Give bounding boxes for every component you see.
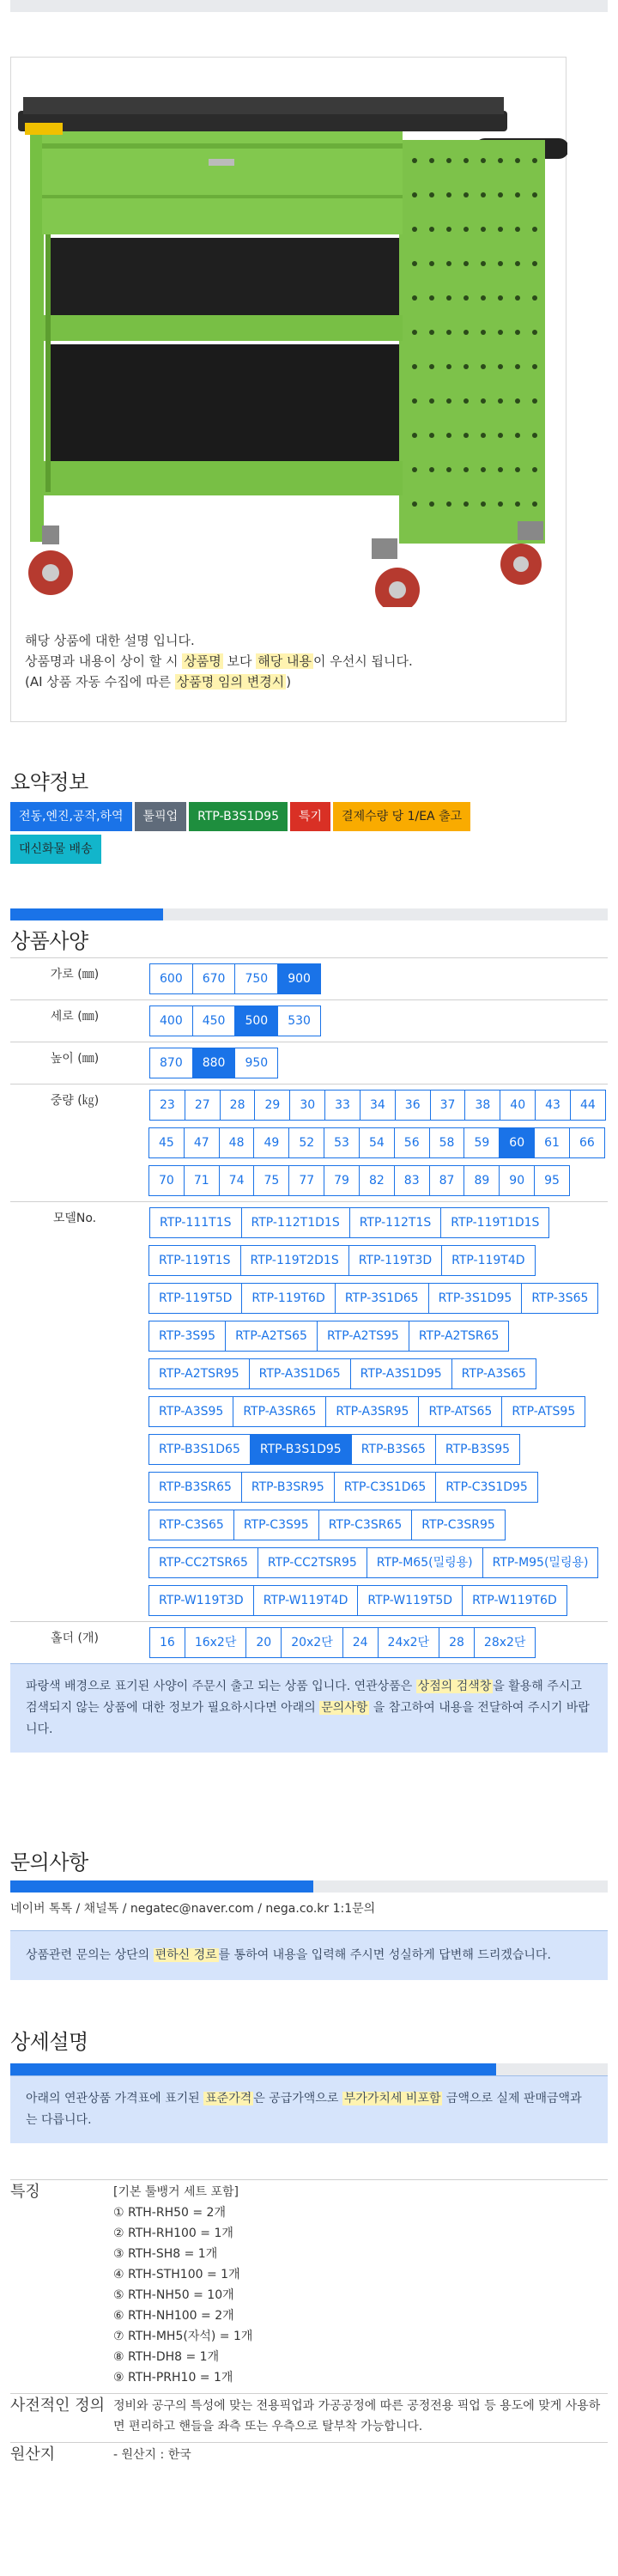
desc-highlight: 해당 내용: [258, 653, 312, 669]
detail-line: ⑨ RTH-PRH10 = 1개: [113, 2371, 233, 2385]
desc-text: 상품명과 내용이 상이 할 시: [25, 653, 183, 669]
spec-option-button[interactable]: 40: [500, 1090, 536, 1121]
spec-option-button[interactable]: RTP-B3SR65: [148, 1472, 242, 1503]
summary-tag: 전동,엔진,공작,하역: [10, 802, 132, 831]
spec-option-button[interactable]: 670: [192, 963, 236, 994]
spec-label: 홀더 (개): [10, 1622, 139, 1664]
spec-option-button[interactable]: RTP-C3S95: [233, 1510, 319, 1540]
spec-option-button[interactable]: 45: [148, 1127, 185, 1158]
detail-line: [기본 툴뱅거 세트 포함]: [113, 2185, 239, 2199]
detail-note: [10, 2075, 608, 2143]
spec-option-button[interactable]: RTP-119T4D: [441, 1245, 535, 1276]
summary-tag: 결제수량 당 1/EA 출고: [333, 802, 470, 831]
product-image-card: [10, 57, 566, 722]
detail-line: ⑧ RTH-DH8 = 1개: [113, 2350, 220, 2364]
spec-option-button[interactable]: 54: [359, 1127, 395, 1158]
spec-option-button[interactable]: RTP-119T6D: [241, 1283, 335, 1314]
spec-option-button[interactable]: 400: [149, 1005, 193, 1036]
spec-option-button[interactable]: 74: [219, 1165, 255, 1196]
spec-option-button[interactable]: 600: [149, 963, 193, 994]
summary-tag: RTP-B3S1D95: [189, 802, 288, 831]
spec-option-button[interactable]: RTP-3S1D95: [428, 1283, 523, 1314]
spec-row: [10, 1042, 608, 1084]
spec-options: [139, 1042, 608, 1084]
spec-option-button[interactable]: 16: [149, 1627, 185, 1658]
detail-line: ① RTH-RH50 = 2개: [113, 2206, 226, 2220]
inquiry-divider-bar: [10, 1880, 608, 1893]
spec-option-button[interactable]: RTP-C3S65: [148, 1510, 234, 1540]
spec-option-button[interactable]: RTP-A3S1D65: [249, 1358, 351, 1389]
spec-label: 높이 (㎜): [10, 1042, 139, 1084]
spec-row: [10, 958, 608, 1000]
detail-line: ⑥ RTH-NH100 = 2개: [113, 2309, 234, 2323]
tool-cart-image: [11, 58, 567, 607]
detail-divider-bar: [10, 2063, 608, 2075]
detail-value: [113, 2443, 608, 2471]
spec-option-button[interactable]: RTP-W119T6D: [462, 1585, 567, 1616]
spec-option-button[interactable]: 79: [324, 1165, 360, 1196]
note-highlight: 편하신 경로: [154, 1948, 217, 1962]
spec-option-button[interactable]: 36: [395, 1090, 431, 1121]
spec-option-button[interactable]: RTP-W119T3D: [148, 1585, 254, 1616]
spec-option-button[interactable]: 33: [324, 1090, 360, 1121]
detail-row: [10, 2180, 608, 2394]
note-highlight: 문의사항: [321, 1701, 368, 1715]
note-text: 금액으로 실제 판매금액과는 다릅니다.: [26, 2092, 582, 2127]
desc-line-1: 해당 상품에 대한 설명 입니다.: [25, 633, 195, 648]
spec-option-button[interactable]: 870: [149, 1048, 193, 1078]
spec-option-button[interactable]: RTP-3S65: [521, 1283, 598, 1314]
spec-option-button[interactable]: RTP-3S95: [148, 1321, 226, 1352]
spec-option-button[interactable]: RTP-A2TS95: [317, 1321, 409, 1352]
spec-row: [10, 1622, 608, 1664]
spec-option-button[interactable]: RTP-B3S95: [435, 1434, 520, 1465]
spec-option-button[interactable]: RTP-119T1S: [148, 1245, 241, 1276]
note-highlight: 표준가격: [205, 2092, 252, 2105]
spec-option-button[interactable]: 450: [192, 1005, 236, 1036]
spec-option-button[interactable]: 89: [464, 1165, 500, 1196]
spec-label: 세로 (㎜): [10, 1000, 139, 1042]
spec-row: [10, 1202, 608, 1622]
spec-option-button[interactable]: RTP-A2TS65: [225, 1321, 318, 1352]
detail-line: ⑦ RTH-MH5(자석) = 1개: [113, 2330, 253, 2343]
detail-line: ⑤ RTH-NH50 = 10개: [113, 2288, 234, 2302]
detail-row: [10, 2443, 608, 2471]
option-group: [149, 1005, 608, 1036]
detail-line: ③ RTH-SH8 = 1개: [113, 2247, 218, 2261]
spec-option-button[interactable]: 75: [253, 1165, 289, 1196]
spec-table: [10, 957, 608, 1663]
spec-option-button[interactable]: RTP-M65(밀링용): [367, 1547, 483, 1578]
summary-title: 요약정보: [10, 770, 88, 794]
spec-option-button[interactable]: RTP-A2TSR95: [148, 1358, 250, 1389]
spec-label: 가로 (㎜): [10, 958, 139, 1000]
detail-line: - 원산지 : 한국: [113, 2448, 191, 2462]
desc-text: 이 우선시 됩니다.: [312, 653, 413, 669]
spec-option-button[interactable]: 28: [220, 1090, 256, 1121]
note-text: 은 공급가액으로: [253, 2092, 342, 2105]
spec-option-button[interactable]: 34: [360, 1090, 396, 1121]
spec-option-button[interactable]: 48: [219, 1127, 255, 1158]
spec-option-button[interactable]: 16x2단: [185, 1627, 247, 1658]
spec-option-button[interactable]: RTP-A3S1D95: [350, 1358, 452, 1389]
spec-option-button[interactable]: 53: [324, 1127, 360, 1158]
spec-option-button[interactable]: 52: [288, 1127, 324, 1158]
summary-tag: 툴픽업: [135, 802, 187, 831]
spec-option-button[interactable]: RTP-CC2TSR65: [148, 1547, 258, 1578]
spec-option-button[interactable]: 20x2단: [281, 1627, 343, 1658]
spec-option-button[interactable]: 70: [148, 1165, 185, 1196]
spec-option-button[interactable]: RTP-B3S65: [351, 1434, 436, 1465]
contact-channels: 네이버 톡톡 / 채널톡 / negatec@naver.com / nega.co.kr 1:1문의: [10, 1902, 376, 1916]
spec-option-button[interactable]: RTP-119T1D1S: [440, 1207, 549, 1238]
desc-highlight: 상품명 임의 변경시: [176, 674, 285, 690]
spec-option-button[interactable]: RTP-119T5D: [148, 1283, 242, 1314]
spec-option-button[interactable]: RTP-ATS65: [418, 1396, 502, 1427]
spec-option-button[interactable]: RTP-C3S1D65: [334, 1472, 437, 1503]
spec-option-button[interactable]: 28x2단: [474, 1627, 536, 1658]
detail-row: [10, 2394, 608, 2443]
spec-options: [139, 958, 608, 1000]
spec-option-button[interactable]: RTP-A2TSR65: [409, 1321, 510, 1352]
spec-option-button[interactable]: 82: [359, 1165, 395, 1196]
spec-option-button[interactable]: 66: [569, 1127, 605, 1158]
image-description: [25, 630, 413, 692]
spec-option-button[interactable]: 49: [253, 1127, 289, 1158]
spec-option-button[interactable]: 950: [234, 1048, 278, 1078]
spec-option-button[interactable]: RTP-B3S1D65: [148, 1434, 251, 1465]
spec-option-button[interactable]: RTP-ATS95: [501, 1396, 585, 1427]
note-text: 아래의 연관상품 가격표에 표기된: [26, 2092, 204, 2105]
note-text: 을 참고하여 내용을 전달하여 주시기 바랍니다.: [26, 1701, 590, 1736]
summary-tag: 대신화물 배송: [10, 835, 101, 864]
spec-option-button[interactable]: 500: [234, 1005, 278, 1036]
spec-option-button[interactable]: 23: [149, 1090, 185, 1121]
detail-line: ② RTH-RH100 = 1개: [113, 2227, 233, 2240]
note-highlight: 부가가치세 비포함: [343, 2092, 441, 2105]
spec-option-button[interactable]: RTP-111T1S: [149, 1207, 242, 1238]
spec-option-button[interactable]: 61: [534, 1127, 570, 1158]
spec-options: [139, 1000, 608, 1042]
spec-option-button[interactable]: 43: [535, 1090, 571, 1121]
spec-option-button[interactable]: 90: [499, 1165, 535, 1196]
spec-option-button[interactable]: RTP-A3SR65: [233, 1396, 326, 1427]
spec-option-button[interactable]: RTP-C3SR95: [411, 1510, 506, 1540]
note-highlight: 상점의 검색창: [417, 1680, 492, 1693]
spec-option-button[interactable]: 24: [342, 1627, 379, 1658]
note-text: 파랑색 배경으로 표기된 사양이 주문시 출고 되는 상품 입니다. 연관상품은: [26, 1680, 416, 1693]
spec-option-button[interactable]: 77: [288, 1165, 324, 1196]
spec-option-button[interactable]: 38: [464, 1090, 500, 1121]
desc-highlight: 상품명: [184, 653, 221, 669]
spec-option-button[interactable]: RTP-W119T4D: [253, 1585, 359, 1616]
spec-row: [10, 1084, 608, 1202]
spec-option-button[interactable]: 20: [245, 1627, 282, 1658]
desc-line-3: [25, 671, 413, 692]
spec-option-button[interactable]: RTP-W119T5D: [357, 1585, 463, 1616]
spec-option-button[interactable]: 24x2단: [378, 1627, 440, 1658]
note-text: 를 통하여 내용을 입력해 주시면 성실하게 답변해 드리겠습니다.: [218, 1948, 551, 1962]
spec-option-button[interactable]: RTP-C3S1D95: [435, 1472, 538, 1503]
detail-value: [113, 2394, 608, 2443]
desc-text: ): [286, 674, 292, 690]
note-text: 상품관련 문의는 상단의: [26, 1948, 154, 1962]
spec-option-button[interactable]: RTP-M95(밀링용): [482, 1547, 599, 1578]
spec-option-button[interactable]: 880: [192, 1048, 236, 1078]
detail-value: [113, 2180, 608, 2394]
spec-option-button[interactable]: 83: [394, 1165, 430, 1196]
spec-title: 상품사양: [10, 929, 88, 953]
spec-option-button[interactable]: 87: [429, 1165, 465, 1196]
option-group: [149, 963, 608, 994]
option-group: [149, 1090, 608, 1196]
spec-option-button[interactable]: 44: [570, 1090, 606, 1121]
detail-key: 특징: [10, 2180, 113, 2394]
desc-text: (AI 상품 자동 수집에 따른: [25, 674, 175, 690]
inquiry-title: 문의사항: [10, 1850, 88, 1874]
spec-option-button[interactable]: RTP-B3S1D95: [250, 1434, 352, 1465]
spec-option-button[interactable]: RTP-A3S95: [148, 1396, 233, 1427]
spec-option-button[interactable]: RTP-C3SR65: [318, 1510, 413, 1540]
detail-title: 상세설명: [10, 2030, 88, 2054]
spec-option-button[interactable]: 71: [184, 1165, 220, 1196]
spec-row: [10, 1000, 608, 1042]
spec-option-button[interactable]: RTP-A3S65: [451, 1358, 536, 1389]
spec-option-button[interactable]: 28: [439, 1627, 475, 1658]
detail-key: 사전적인 정의: [10, 2394, 113, 2443]
desc-line-2: [25, 651, 413, 671]
spec-option-button[interactable]: 27: [185, 1090, 221, 1121]
spec-option-button[interactable]: 47: [184, 1127, 220, 1158]
option-group: [149, 1627, 608, 1658]
summary-tags: [10, 802, 560, 864]
spec-divider-bar: [10, 908, 608, 920]
spec-option-button[interactable]: RTP-3S1D65: [335, 1283, 429, 1314]
spec-option-button[interactable]: 30: [289, 1090, 325, 1121]
spec-option-button[interactable]: 37: [430, 1090, 466, 1121]
spec-option-button[interactable]: RTP-CC2TSR95: [258, 1547, 367, 1578]
spec-option-button[interactable]: 60: [499, 1127, 535, 1158]
spec-label: 중량 (㎏): [10, 1084, 139, 1202]
desc-text: 보다: [222, 653, 257, 669]
spec-option-button[interactable]: 56: [394, 1127, 430, 1158]
spec-option-button[interactable]: 95: [534, 1165, 570, 1196]
spec-option-button[interactable]: RTP-119T3D: [348, 1245, 442, 1276]
spec-note: [10, 1663, 608, 1753]
spec-options: [139, 1622, 608, 1664]
spec-option-button[interactable]: 750: [234, 963, 278, 994]
spec-options: [139, 1084, 608, 1202]
detail-line: 정비와 공구의 특성에 맞는 전용픽업과 가공공정에 따른 공정전용 픽업 등 용도에 맞게 사용하면 편리하고 핸들을 좌측 또는 우측으로 탈부착 가능합니다.: [113, 2399, 601, 2433]
spec-option-button[interactable]: RTP-119T2D1S: [240, 1245, 349, 1276]
spec-option-button[interactable]: RTP-A3SR95: [325, 1396, 419, 1427]
detail-key: 원산지: [10, 2443, 113, 2471]
spec-options: [139, 1202, 608, 1622]
spec-option-button[interactable]: RTP-112T1D1S: [241, 1207, 350, 1238]
spec-option-button[interactable]: 29: [254, 1090, 290, 1121]
detail-line: ④ RTH-STH100 = 1개: [113, 2268, 240, 2281]
option-group: [149, 1048, 608, 1078]
inquiry-note: [10, 1930, 608, 1980]
note-text: 을 활용해 주시고 검색되지 않는 상품에 대한 정보가 필요하시다면 아래의: [26, 1680, 582, 1715]
summary-tag: 특기: [290, 802, 330, 831]
spec-option-button[interactable]: 530: [277, 1005, 321, 1036]
spec-option-button[interactable]: RTP-B3SR95: [241, 1472, 335, 1503]
top-divider-bar: [10, 0, 608, 12]
detail-table: [10, 2179, 608, 2470]
spec-label: 모델No.: [10, 1202, 139, 1622]
spec-option-button[interactable]: 58: [429, 1127, 465, 1158]
spec-option-button[interactable]: 900: [277, 963, 321, 994]
spec-option-button[interactable]: RTP-112T1S: [349, 1207, 442, 1238]
spec-option-button[interactable]: 59: [464, 1127, 500, 1158]
option-group: [149, 1207, 608, 1616]
